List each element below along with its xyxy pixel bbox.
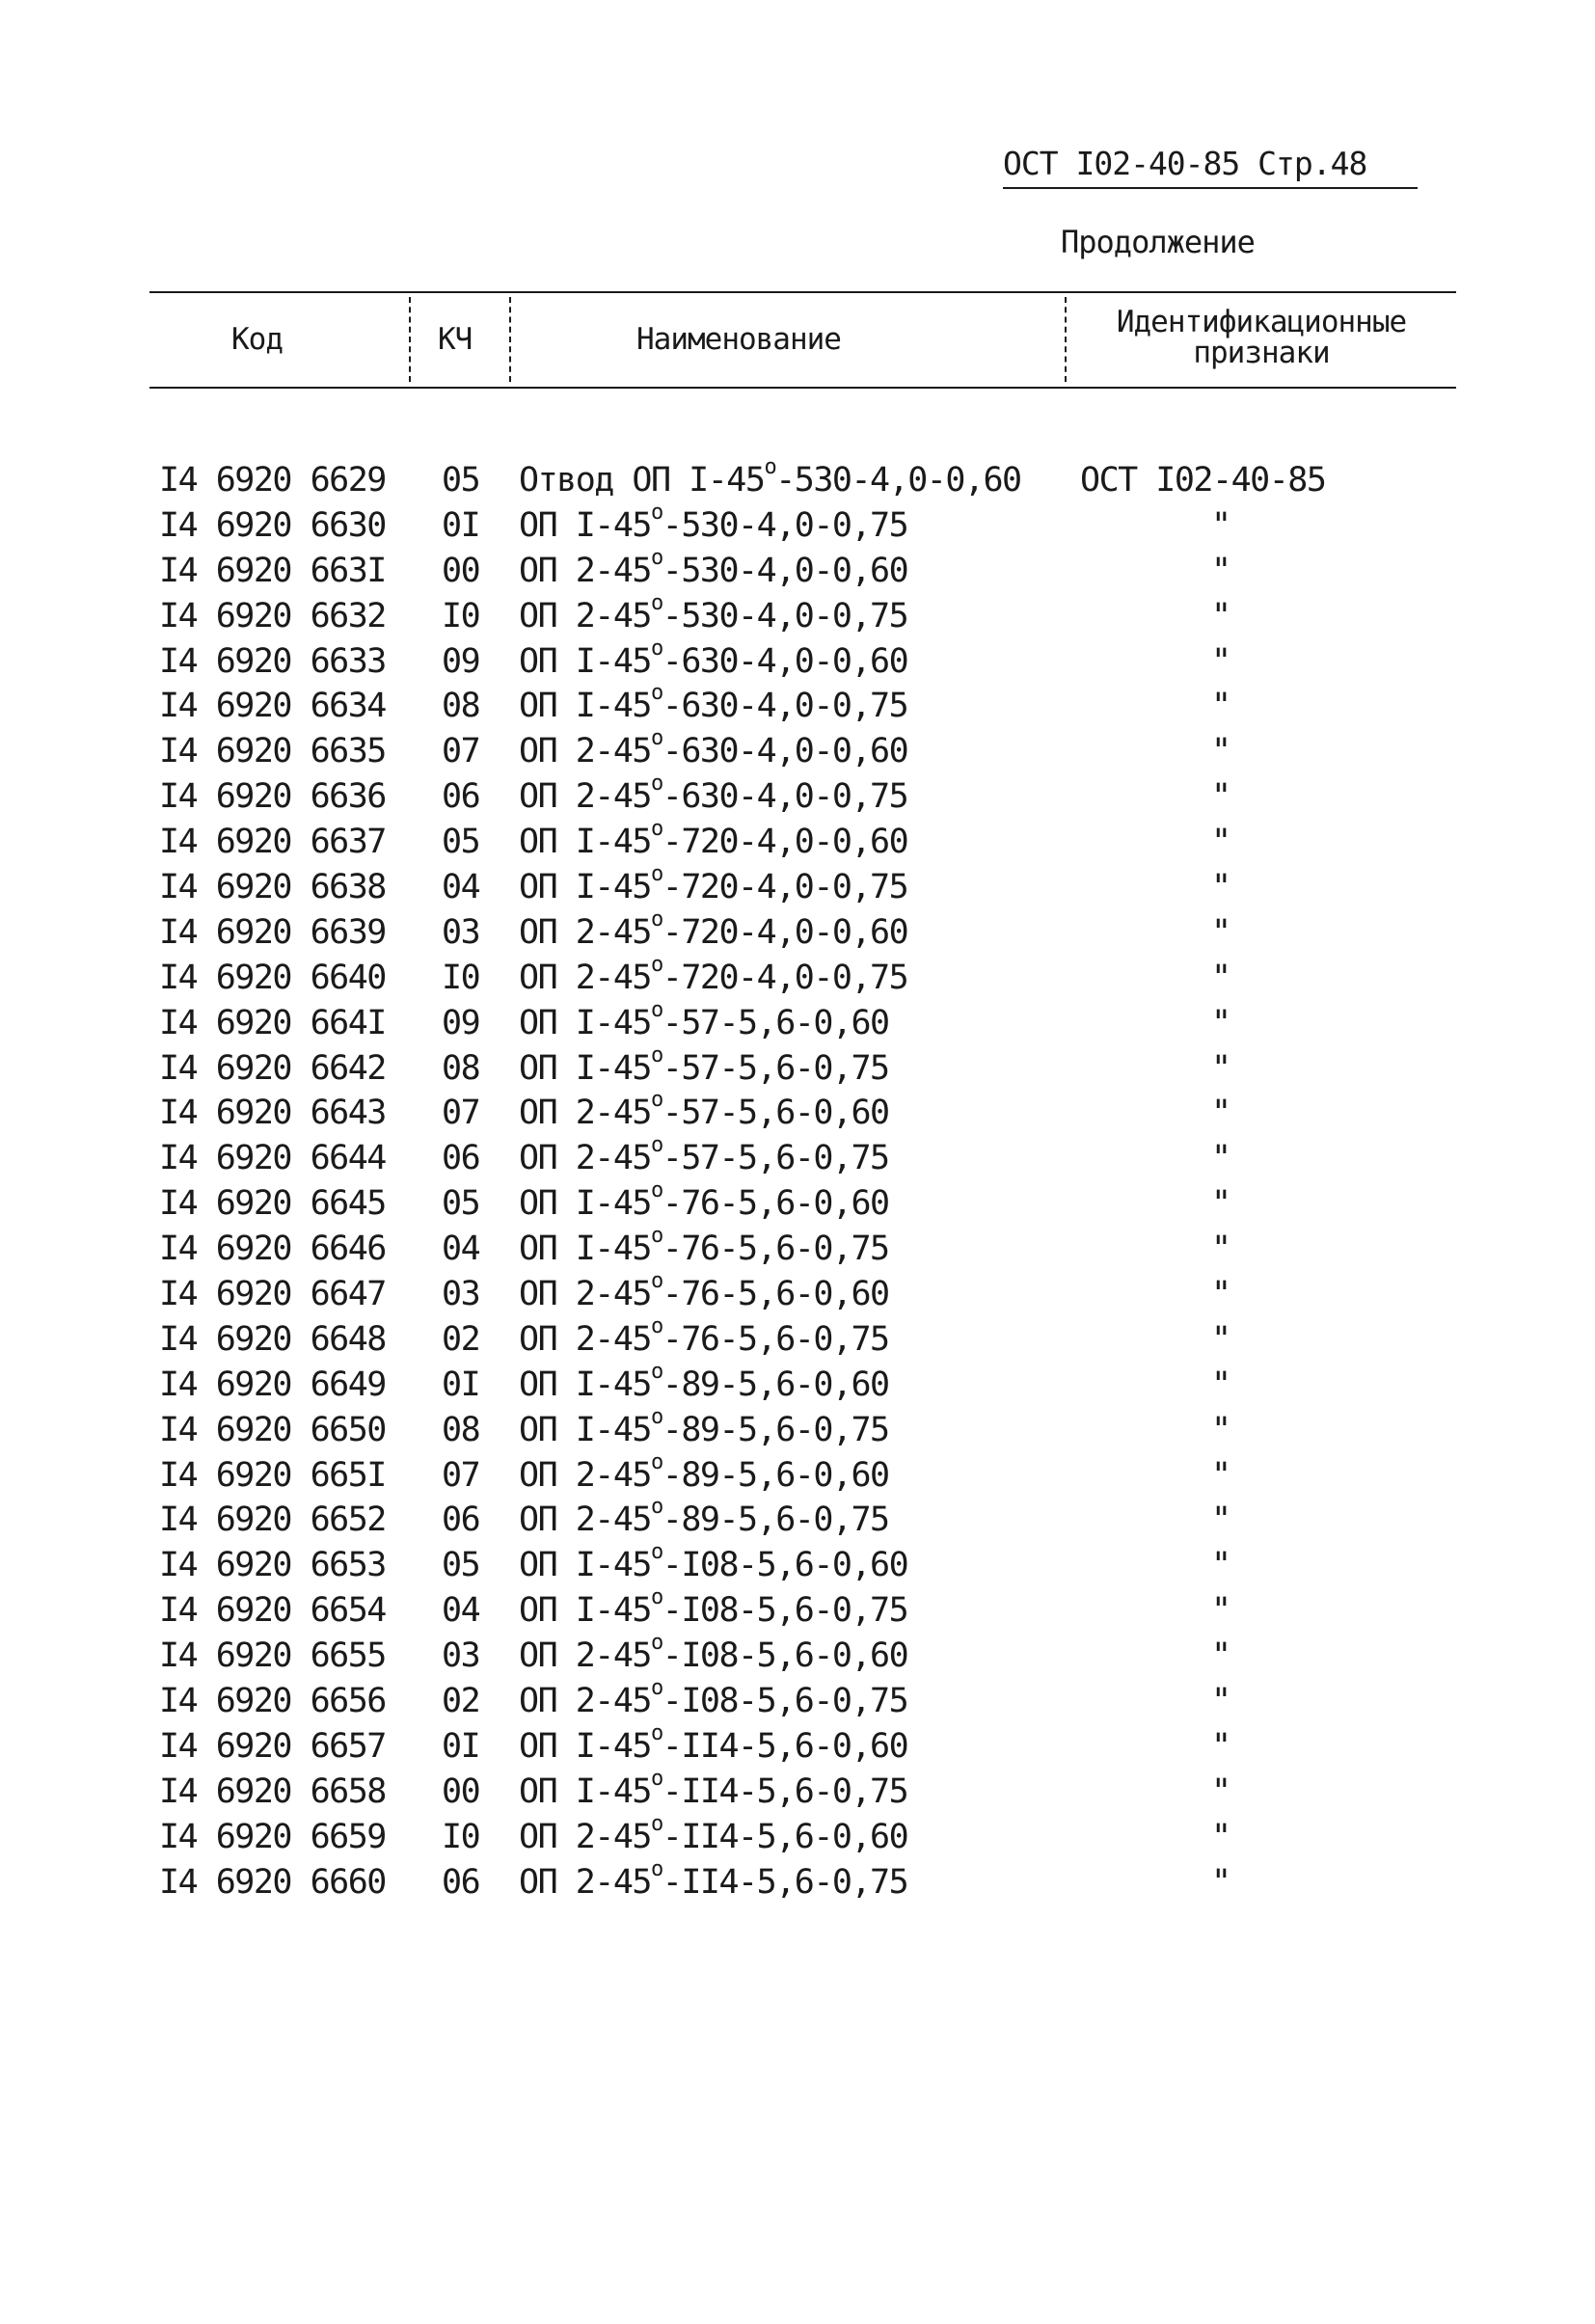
row-name-prefix: ОП 2-45: [519, 1455, 652, 1495]
table-row: [0, 771, 1595, 823]
row-name-prefix: ОП 2-45: [519, 1319, 652, 1359]
column-separator: [509, 297, 511, 382]
row-name: [519, 1540, 908, 1585]
row-code: I4 6920 6638: [159, 868, 386, 907]
degree-mark: o: [651, 1313, 662, 1338]
row-name: [519, 1495, 889, 1540]
row-code: I4 6920 6646: [159, 1230, 386, 1269]
row-code: I4 6920 664I: [159, 1003, 386, 1042]
row-name-prefix: ОП 2-45: [519, 1817, 652, 1856]
table-row: [0, 1178, 1595, 1230]
degree-mark: o: [651, 1676, 662, 1701]
row-kch: 07: [442, 1455, 480, 1495]
row-ditto-mark: ": [1211, 868, 1230, 907]
row-kch: 03: [442, 1636, 480, 1676]
row-code: I4 6920 6650: [159, 1410, 386, 1449]
row-name-prefix: ОП 2-45: [519, 1275, 652, 1314]
row-ditto-mark: ": [1211, 1139, 1230, 1178]
table-row: [0, 500, 1595, 552]
row-code: I4 6920 6647: [159, 1275, 386, 1314]
table-row: [0, 1404, 1595, 1456]
row-name-suffix: -II4-5,6-0,60: [662, 1817, 908, 1856]
row-name-suffix: -89-5,6-0,75: [662, 1410, 889, 1449]
row-name: [519, 1676, 908, 1721]
row-ditto-mark: ": [1211, 1771, 1230, 1811]
row-kch: 0I: [442, 1365, 480, 1404]
degree-mark: o: [651, 1178, 662, 1203]
row-name: [519, 1720, 908, 1766]
row-kch: 05: [442, 1184, 480, 1224]
row-name: [519, 1088, 889, 1133]
row-name-suffix: -89-5,6-0,75: [662, 1500, 889, 1540]
row-kch: 03: [442, 1275, 480, 1314]
row-name-prefix: ОП 2-45: [519, 1862, 652, 1902]
column-header-code: Код: [231, 322, 283, 357]
row-name: [519, 590, 908, 635]
row-name-prefix: ОП I-45: [519, 1591, 652, 1631]
column-header-name: Наименование: [636, 322, 841, 357]
row-kch: 04: [442, 1591, 480, 1631]
table-row: [0, 862, 1595, 913]
row-name: [519, 1404, 889, 1449]
row-kch: 04: [442, 868, 480, 907]
table-row: [0, 906, 1595, 959]
row-name-prefix: ОП 2-45: [519, 1636, 652, 1676]
row-ditto-mark: ": [1211, 1500, 1230, 1540]
row-kch: 06: [442, 1139, 480, 1178]
degree-mark: o: [651, 500, 662, 525]
row-name-prefix: ОП I-45: [519, 868, 652, 907]
row-name-suffix: -530-4,0-0,60: [775, 461, 1021, 500]
degree-mark: o: [651, 997, 662, 1022]
table-row: [0, 997, 1595, 1049]
row-name-prefix: ОП 2-45: [519, 732, 652, 771]
row-name-suffix: -I08-5,6-0,75: [662, 1591, 908, 1631]
table-row: [0, 590, 1595, 642]
row-name-suffix: -57-5,6-0,75: [662, 1048, 889, 1088]
table-row: [0, 1495, 1595, 1546]
row-name-suffix: -530-4,0-0,75: [662, 596, 908, 635]
row-name-prefix: ОП I-45: [519, 1546, 652, 1585]
row-ditto-mark: ": [1211, 1726, 1230, 1766]
row-kch: I0: [442, 1817, 480, 1856]
page-header-standard: ОСТ I02-40-85 Стр.48: [1003, 145, 1367, 182]
row-code: I4 6920 6660: [159, 1862, 386, 1902]
row-ditto-mark: ": [1211, 1275, 1230, 1314]
row-code: I4 6920 6648: [159, 1319, 386, 1359]
row-kch: 08: [442, 1410, 480, 1449]
row-name-suffix: -630-4,0-0,75: [662, 777, 908, 817]
row-name-prefix: ОП 2-45: [519, 912, 652, 952]
row-name: [519, 952, 908, 997]
table-row: [0, 1811, 1595, 1863]
row-name-suffix: -720-4,0-0,75: [662, 958, 908, 997]
table-body: [0, 455, 1595, 1908]
row-name-prefix: ОП I-45: [519, 1771, 652, 1811]
row-name-prefix: ОП I-45: [519, 1410, 652, 1449]
row-name: [519, 1133, 889, 1178]
row-kch: 09: [442, 1003, 480, 1042]
row-name-suffix: -89-5,6-0,60: [662, 1455, 889, 1495]
row-name-prefix: ОП I-45: [519, 1230, 652, 1269]
row-name-prefix: ОП 2-45: [519, 1500, 652, 1540]
table-row: [0, 1631, 1595, 1682]
row-kch: 02: [442, 1682, 480, 1721]
table-row: [0, 455, 1595, 506]
degree-mark: o: [651, 1811, 662, 1836]
row-kch: 04: [442, 1230, 480, 1269]
row-name: [519, 726, 908, 771]
row-kch: 09: [442, 641, 480, 681]
row-name-suffix: -57-5,6-0,75: [662, 1139, 889, 1178]
row-kch: 06: [442, 1862, 480, 1902]
row-kch: 08: [442, 1048, 480, 1088]
column-header-kch: КЧ: [438, 322, 473, 357]
row-kch: I0: [442, 596, 480, 635]
row-name: [519, 1269, 889, 1314]
row-kch: 05: [442, 823, 480, 862]
row-code: I4 6920 6629: [159, 461, 386, 500]
row-name-prefix: ОП 2-45: [519, 596, 652, 635]
row-code: I4 6920 6654: [159, 1591, 386, 1631]
row-name-suffix: -720-4,0-0,75: [662, 868, 908, 907]
row-name-prefix: ОП 2-45: [519, 551, 652, 590]
row-name: [519, 771, 908, 817]
degree-mark: o: [651, 1269, 662, 1294]
row-code: I4 6920 6632: [159, 596, 386, 635]
row-ditto-mark: ": [1211, 1094, 1230, 1133]
header-underline: [1003, 187, 1418, 189]
row-name-suffix: -I08-5,6-0,60: [662, 1636, 908, 1676]
row-ditto-mark: ": [1211, 1636, 1230, 1676]
row-ditto-mark: ": [1211, 1365, 1230, 1404]
row-name: [519, 817, 908, 862]
row-name-suffix: -76-5,6-0,75: [662, 1319, 889, 1359]
degree-mark: o: [651, 952, 662, 977]
row-ditto-mark: ": [1211, 641, 1230, 681]
row-code: I4 6920 6637: [159, 823, 386, 862]
table-row: [0, 635, 1595, 688]
row-code: I4 6920 663I: [159, 551, 386, 590]
row-ditto-mark: ": [1211, 687, 1230, 726]
row-name: [519, 681, 908, 726]
table-row: [0, 681, 1595, 732]
row-ident: ОСТ I02-40-85: [1080, 461, 1326, 500]
row-name-suffix: -89-5,6-0,60: [662, 1365, 889, 1404]
row-name-suffix: -II4-5,6-0,75: [662, 1771, 908, 1811]
row-ditto-mark: ": [1211, 1410, 1230, 1449]
table-row: [0, 1449, 1595, 1501]
table-header-bottom-rule: [149, 387, 1456, 389]
row-name-suffix: -76-5,6-0,60: [662, 1275, 889, 1314]
row-name-prefix: ОП I-45: [519, 1003, 652, 1042]
row-code: I4 6920 6659: [159, 1817, 386, 1856]
row-ditto-mark: ": [1211, 551, 1230, 590]
row-code: I4 6920 6634: [159, 687, 386, 726]
row-name-prefix: ОП I-45: [519, 1048, 652, 1088]
table-row: [0, 817, 1595, 868]
row-ditto-mark: ": [1211, 777, 1230, 817]
row-code: I4 6920 6656: [159, 1682, 386, 1721]
row-name-prefix: ОП I-45: [519, 641, 652, 681]
row-name: [519, 1856, 908, 1902]
degree-mark: o: [651, 1720, 662, 1745]
row-code: I4 6920 6649: [159, 1365, 386, 1404]
row-kch: 06: [442, 1500, 480, 1540]
row-name: [519, 1449, 889, 1495]
table-row: [0, 1224, 1595, 1275]
degree-mark: o: [651, 545, 662, 570]
degree-mark: o: [651, 817, 662, 842]
row-kch: 00: [442, 551, 480, 590]
row-name-suffix: -57-5,6-0,60: [662, 1003, 889, 1042]
row-ditto-mark: ": [1211, 1591, 1230, 1631]
row-code: I4 6920 6645: [159, 1184, 386, 1224]
column-separator: [409, 297, 411, 382]
row-name-suffix: -II4-5,6-0,60: [662, 1726, 908, 1766]
row-name: [519, 1042, 889, 1088]
row-kch: 0I: [442, 1726, 480, 1766]
row-name: [519, 1585, 908, 1631]
row-name-suffix: -630-4,0-0,60: [662, 732, 908, 771]
table-row: [0, 545, 1595, 597]
degree-mark: o: [651, 1585, 662, 1610]
table-row: [0, 1313, 1595, 1365]
row-name: [519, 1313, 889, 1359]
row-kch: 00: [442, 1771, 480, 1811]
row-name: [519, 1631, 908, 1676]
row-name: [519, 635, 908, 681]
row-code: I4 6920 6642: [159, 1048, 386, 1088]
row-name: [519, 545, 908, 590]
row-name-prefix: ОП 2-45: [519, 1139, 652, 1178]
row-kch: 07: [442, 732, 480, 771]
table-row: [0, 726, 1595, 777]
row-kch: 06: [442, 777, 480, 817]
degree-mark: o: [651, 726, 662, 751]
table-row: [0, 1359, 1595, 1411]
row-name: [519, 862, 908, 907]
row-name-suffix: -630-4,0-0,75: [662, 687, 908, 726]
row-ditto-mark: ": [1211, 1319, 1230, 1359]
row-name: [519, 906, 908, 952]
row-ditto-mark: ": [1211, 596, 1230, 635]
row-name-prefix: ОП 2-45: [519, 1094, 652, 1133]
row-kch: 05: [442, 1546, 480, 1585]
row-name: [519, 997, 889, 1042]
row-kch: 05: [442, 461, 480, 500]
row-kch: 07: [442, 1094, 480, 1133]
table-row: [0, 1856, 1595, 1908]
row-ditto-mark: ": [1211, 1048, 1230, 1088]
degree-mark: o: [651, 1631, 662, 1656]
row-name-suffix: -57-5,6-0,60: [662, 1094, 889, 1133]
row-code: I4 6920 6652: [159, 1500, 386, 1540]
row-name: [519, 1178, 889, 1224]
row-kch: I0: [442, 958, 480, 997]
degree-mark: o: [651, 1133, 662, 1158]
row-kch: 02: [442, 1319, 480, 1359]
row-code: I4 6920 6636: [159, 777, 386, 817]
table-row: [0, 1042, 1595, 1094]
row-code: I4 6920 6640: [159, 958, 386, 997]
row-name-suffix: -720-4,0-0,60: [662, 823, 908, 862]
row-name: [519, 455, 1021, 500]
table-top-rule: [149, 291, 1456, 293]
row-code: I4 6920 6643: [159, 1094, 386, 1133]
table-row: [0, 1676, 1595, 1727]
row-name-prefix: ОП 2-45: [519, 958, 652, 997]
degree-mark: o: [651, 771, 662, 797]
table-row: [0, 1088, 1595, 1139]
row-name-prefix: ОП I-45: [519, 823, 652, 862]
degree-mark: o: [651, 1359, 662, 1384]
row-ditto-mark: ": [1211, 823, 1230, 862]
row-ditto-mark: ": [1211, 1003, 1230, 1042]
row-name-suffix: -720-4,0-0,60: [662, 912, 908, 952]
row-ditto-mark: ": [1211, 1862, 1230, 1902]
row-name: [519, 500, 908, 545]
row-name-suffix: -II4-5,6-0,75: [662, 1862, 908, 1902]
row-code: I4 6920 6655: [159, 1636, 386, 1676]
degree-mark: o: [651, 1449, 662, 1474]
row-name-prefix: ОП 2-45: [519, 777, 652, 817]
row-ditto-mark: ": [1211, 958, 1230, 997]
row-name-prefix: ОП I-45: [519, 687, 652, 726]
degree-mark: o: [651, 1856, 662, 1881]
row-name: [519, 1359, 889, 1404]
degree-mark: o: [651, 1042, 662, 1067]
row-code: I4 6920 6635: [159, 732, 386, 771]
degree-mark: o: [651, 681, 662, 706]
row-ditto-mark: ": [1211, 1817, 1230, 1856]
row-name-suffix: -530-4,0-0,60: [662, 551, 908, 590]
degree-mark: o: [651, 1088, 662, 1113]
degree-mark: o: [651, 906, 662, 932]
row-name: [519, 1766, 908, 1811]
row-code: I4 6920 6653: [159, 1546, 386, 1585]
row-name: [519, 1811, 908, 1856]
row-kch: 0I: [442, 505, 480, 545]
row-ditto-mark: ": [1211, 1230, 1230, 1269]
degree-mark: o: [651, 635, 662, 661]
row-ditto-mark: ": [1211, 505, 1230, 545]
table-row: [0, 1540, 1595, 1591]
degree-mark: o: [651, 590, 662, 615]
degree-mark: o: [651, 1495, 662, 1520]
row-ditto-mark: ": [1211, 1682, 1230, 1721]
row-name-suffix: -530-4,0-0,75: [662, 505, 908, 545]
row-name: [519, 1224, 889, 1269]
table-row: [0, 1133, 1595, 1184]
row-code: I4 6920 6630: [159, 505, 386, 545]
row-ditto-mark: ": [1211, 1184, 1230, 1224]
row-kch: 03: [442, 912, 480, 952]
continuation-label: Продолжение: [1061, 224, 1255, 260]
degree-mark: o: [651, 1766, 662, 1791]
row-code: I4 6920 6639: [159, 912, 386, 952]
degree-mark: o: [651, 1224, 662, 1249]
row-name-suffix: -I08-5,6-0,60: [662, 1546, 908, 1585]
row-name-prefix: ОП I-45: [519, 1184, 652, 1224]
row-ditto-mark: ": [1211, 732, 1230, 771]
table-row: [0, 1585, 1595, 1636]
degree-mark: o: [651, 862, 662, 887]
row-code: I4 6920 6657: [159, 1726, 386, 1766]
row-ditto-mark: ": [1211, 1546, 1230, 1585]
row-code: I4 6920 665I: [159, 1455, 386, 1495]
table-row: [0, 952, 1595, 1004]
row-code: I4 6920 6658: [159, 1771, 386, 1811]
row-ditto-mark: ": [1211, 912, 1230, 952]
row-name-suffix: -I08-5,6-0,75: [662, 1682, 908, 1721]
row-name-suffix: -630-4,0-0,60: [662, 641, 908, 681]
row-name-prefix: ОП 2-45: [519, 1682, 652, 1721]
row-name-prefix: ОП I-45: [519, 1365, 652, 1404]
row-code: I4 6920 6644: [159, 1139, 386, 1178]
row-name-prefix: Отвод ОП I-45: [519, 461, 765, 500]
degree-mark: o: [651, 1540, 662, 1565]
row-kch: 08: [442, 687, 480, 726]
degree-mark: o: [764, 455, 776, 479]
table-row: [0, 1720, 1595, 1772]
row-ditto-mark: ": [1211, 1455, 1230, 1495]
row-name-prefix: ОП I-45: [519, 1726, 652, 1766]
row-code: I4 6920 6633: [159, 641, 386, 681]
degree-mark: o: [651, 1404, 662, 1429]
table-row: [0, 1766, 1595, 1818]
table-row: [0, 1269, 1595, 1320]
row-name-suffix: -76-5,6-0,75: [662, 1230, 889, 1269]
column-separator: [1065, 297, 1067, 382]
row-name-suffix: -76-5,6-0,60: [662, 1184, 889, 1224]
column-header-ident: Идентификационные признаки: [1116, 305, 1407, 370]
row-name-prefix: ОП I-45: [519, 505, 652, 545]
